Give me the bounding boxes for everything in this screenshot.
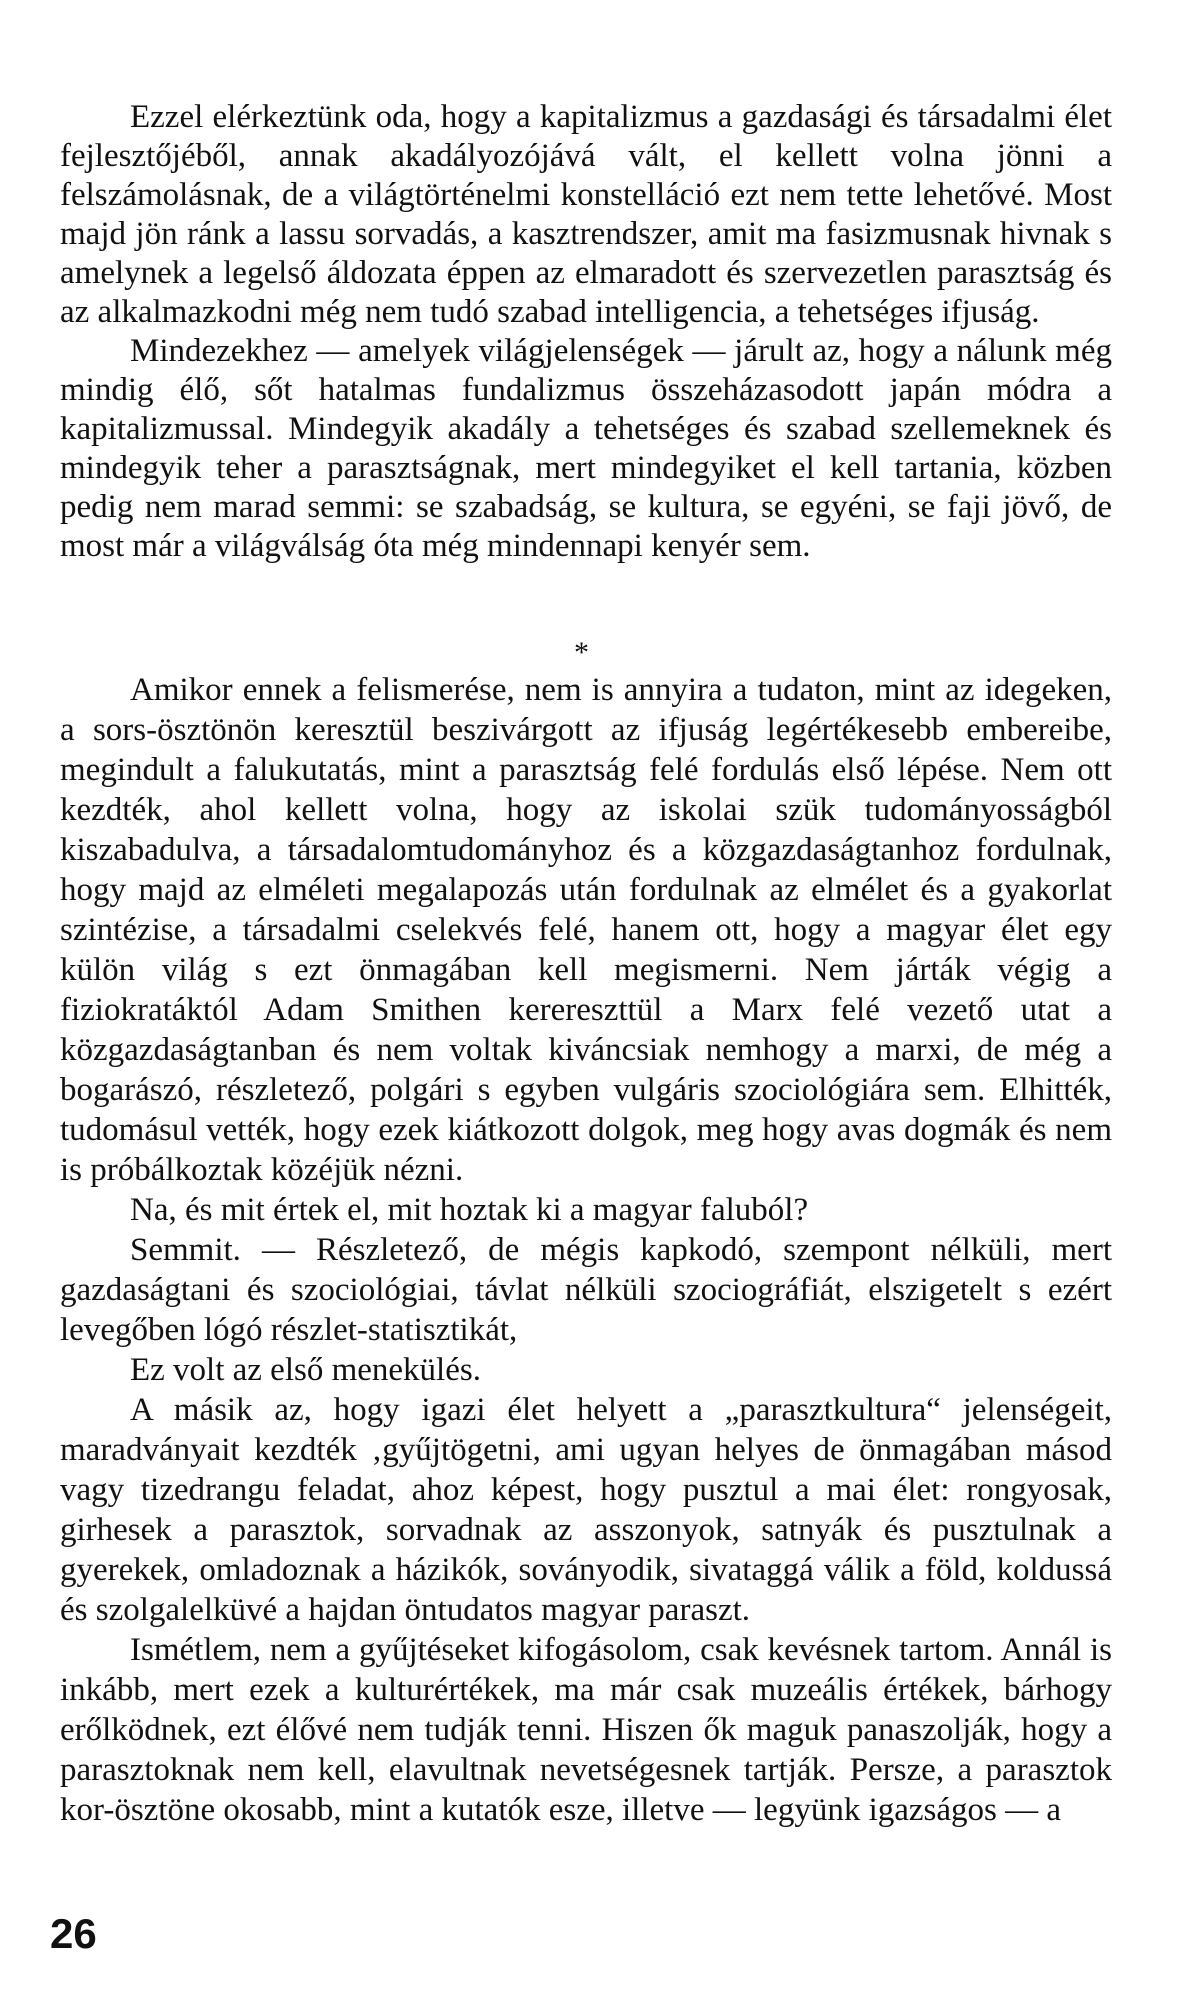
text-section-top [60,98,1112,566]
paragraph: Semmit. — Részletező, de mégis kapkodó, szempont nélküli, mert gazdaságtani és szociológiai, távlat nélküli szociográfiát, elszigetelt s ezért levegőben lógó részlet-statisztikát, [60,1232,1112,1348]
paragraph: A másik az, hogy igazi élet helyett a „parasztkultura“ jelenségeit, maradványait kezdték ‚gyűjtögetni, ami ugyan helyes de önmagában másod vagy tizedrangu feladat, ahoz képest, hogy pusztul a mai élet: rongyosak, girhesek a parasztok, sorvadnak az asszonyok, satnyák és pusztulnak a gyerekek, omladoznak a házikók, soványodik, sivataggá válik a föld, koldussá és szolgalelküvé a hajdan öntudatos magyar paraszt. [60,1392,1112,1628]
paragraph: Ismétlem, nem a gyűjtéseket kifogásolom, csak kevésnek tartom. Annál is inkább, mert ezek a kulturértékek, ma már csak muzeális értékek, bárhogy erőlködnek, ezt élővé nem tudják tenni. Hiszen ők maguk panaszolják, hogy a parasztoknak nem kell, elavultnak nevetségesnek tartják. Persze, a parasztok kor-ösztöne okosabb, mint a kutatók esze, illetve — legyünk igazságos — a [60,1632,1112,1828]
paragraph: Mindezekhez — amelyek világjelenségek — járult az, hogy a nálunk még mindig élő, sőt hatalmas fundalizmus összeházasodott japán módra a kapitalizmussal. Mindegyik akadály a tehetséges és szabad szellemeknek és mindegyik teher a parasztságnak, mert mindegyiket el kell tartania, közben pedig nem marad semmi: se szabadság, se kultura, se egyéni, se faji jövő, de most már a világválság óta még mindennapi kenyér sem. [60,333,1112,564]
paragraph: Amikor ennek a felismerése, nem is annyira a tudaton, mint az idegeken, a sors-ösztönön keresztül beszivárgott az ifjuság legértékesebb embereibe, megindult a falukutatás, mint a parasztság felé fordulás első lépése. Nem ott kezdték, ahol kellett volna, hogy az iskolai szük tudományosságból kiszabadulva, a társadalomtudományhoz és a közgazdaságtanhoz fordulnak, hogy majd az elméleti megalapozás után fordulnak az elmélet és a gyakorlat szintézise, a társadalmi cselekvés felé, hanem ott, hogy a magyar élet egy külön világ s ezt önmagában kell megismerni. Nem járták végig a fiziokratáktól Adam Smithen kerereszttül a Marx felé vezető utat a közgazdaságtanban és nem voltak kiváncsiak nemhogy a marxi, de még a bogarászó, részletező, polgári s egyben vulgáris szociológiára sem. Elhitték, tudomásul vették, hogy ezek kiátkozott dolgok, meg hogy avas dogmák és nem is próbálkoztak közéjük nézni. [60,672,1112,1188]
paragraph: Ezzel elérkeztünk oda, hogy a kapitalizmus a gazdasági és társadalmi élet fejlesztőjéből, annak akadályozójává vált, el kellett volna jönni a felszámolásnak, de a világtörténelmi konstelláció ezt nem tette lehetővé. Most majd jön ránk a lassu sorvadás, a kasztrendszer, amit ma fasizmusnak hivnak s amelynek a legelső áldozata éppen az elmaradott és szervezetlen parasztság és az alkalmazkodni még nem tudó szabad intelligencia, a tehetséges ifjuság. [60,99,1112,330]
paragraph: Na, és mit értek el, mit hoztak ki a magyar faluból? [130,1192,809,1228]
text-section-bottom [60,670,1112,1830]
section-separator: * [574,636,589,669]
page-number: 26 [50,1910,97,1957]
paragraph: Ez volt az első menekülés. [130,1352,481,1388]
